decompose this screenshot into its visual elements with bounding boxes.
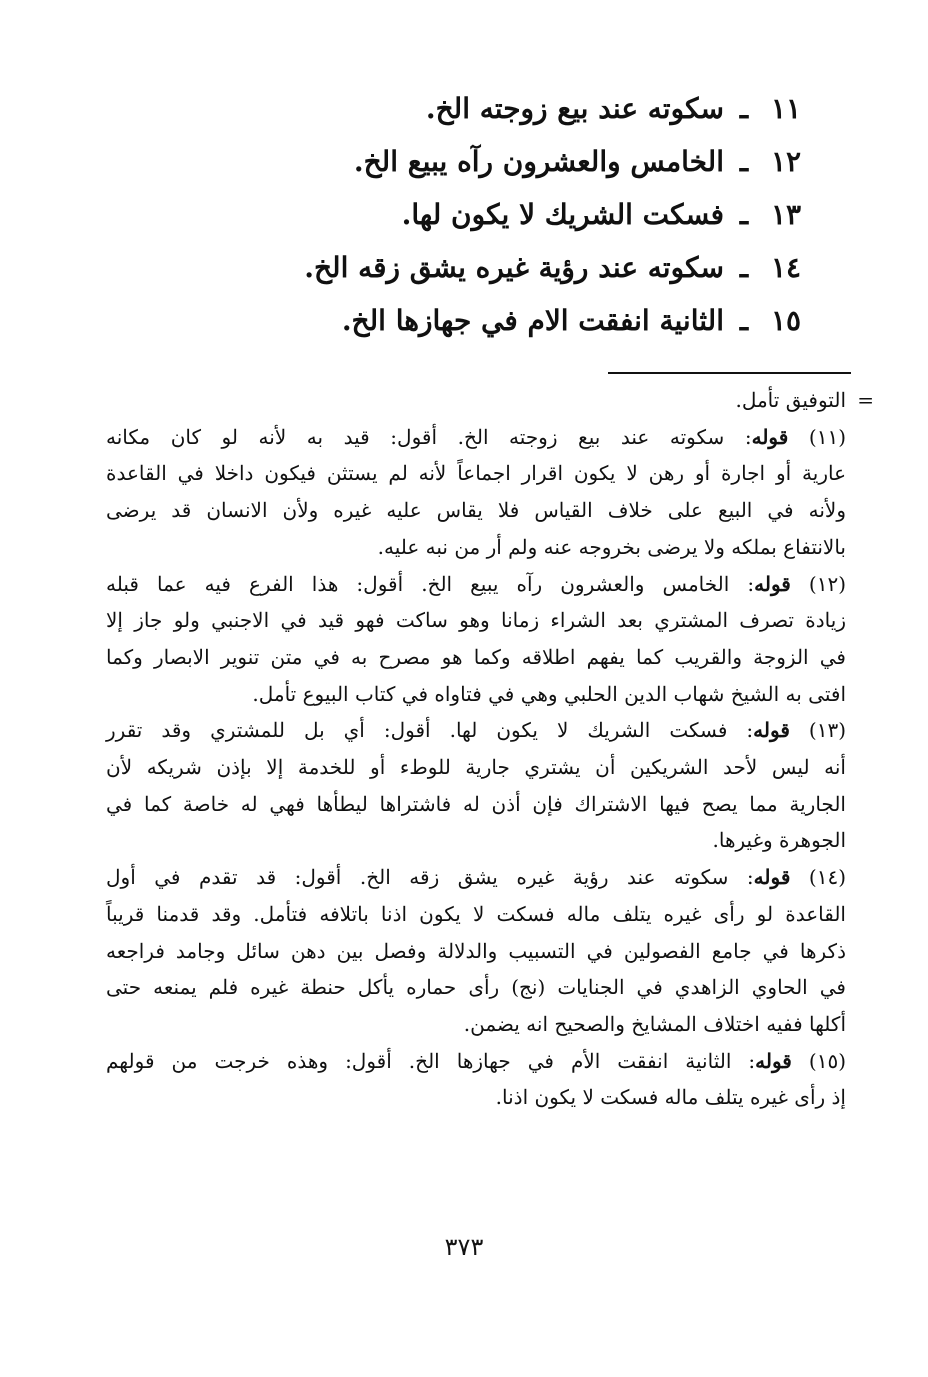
- footnote-line: [106, 419, 846, 456]
- footnote-line: [106, 1043, 846, 1080]
- line-dash: ـ: [739, 145, 749, 178]
- line-number: ١٣: [770, 198, 802, 231]
- line-number: ١٤: [770, 251, 802, 284]
- main-line: [208, 198, 808, 251]
- footnote-line: افتى به الشيخ شهاب الدين الحلبي وهي في فتاواه في كتاب البيوع تأمل.: [252, 681, 846, 706]
- footnote-text: : فسكت الشريك لا يكون لها. أقول: أي بل للمشتري وقد تقرر: [106, 718, 754, 743]
- footnote-line: في الحاوي الزاهدي في الجنايات (نج) رأى حماره يأكل حنطة غيره فلم يمنعه حتى: [106, 975, 846, 1000]
- main-line: [208, 92, 808, 145]
- line-number: ١١: [770, 92, 802, 125]
- continuation-line: [106, 382, 874, 419]
- footnote-keyword: قوله: [753, 865, 791, 890]
- main-line: [208, 304, 808, 357]
- footnote-line: إذ رأى غيره يتلف ماله فسكت لا يكون اذنا.: [495, 1085, 846, 1110]
- footnote-line: في الزوجة والقريب كما يفهم اطلاقه وكما هو مصرح به في متن تنوير الابصار وكما: [106, 644, 846, 669]
- line-text: الثانية انفقت الام في جهازها الخ.: [341, 304, 724, 337]
- footnote-text: : الثانية انفقت الأم في جهازها الخ. أقول: وهذه خرجت من قولهم: [106, 1048, 756, 1073]
- footnote-line: [106, 859, 846, 896]
- line-number: ١٢: [770, 145, 802, 178]
- footnote-line: عارية أو اجارة أو رهن لا يكون اقرار اجماعاً لأنه لم يستثن فيكون داخلا في القاعدة: [106, 461, 846, 486]
- line-dash: ـ: [739, 251, 749, 284]
- line-text: سكوته عند بيع زوجته الخ.: [425, 92, 724, 125]
- footnote: [106, 1043, 846, 1116]
- footnote-separator: [608, 372, 851, 374]
- footnote-number: (١٤): [808, 865, 847, 890]
- footnote-keyword: قوله: [755, 1048, 792, 1073]
- main-text-list: [208, 92, 808, 357]
- footnote-keyword: قوله: [754, 571, 791, 596]
- line-dash: ـ: [739, 92, 749, 125]
- footnote-keyword: قوله: [751, 424, 789, 449]
- footnote-line: القاعدة لو رأى غيره يتلف ماله فسكت لا يكون اذنا باتلافه فتأمل. وقد قدمنا قريباً: [106, 901, 846, 926]
- footnote-text: : سكوته عند رؤية غيره يشق زقه الخ. أقول: قد تقدم في أول: [106, 865, 754, 890]
- footnotes: [106, 382, 874, 1116]
- main-line: [208, 145, 808, 198]
- line-text: الخامس والعشرون رآه يبيع الخ.: [353, 145, 724, 178]
- line-dash: ـ: [739, 198, 749, 231]
- footnote-line: الجارية مما يصح فيها الاشتراك فإن أذن له فاشتراها ليطأها فهي له خاصة كما في: [106, 791, 846, 816]
- footnote-number: (١٢): [808, 571, 847, 596]
- footnote-line: زيادة تصرف المشتري بعد الشراء زمانا وهو ساكت فهو قيد في الاجنبي ولو جاز إلا: [106, 608, 846, 633]
- footnote: [106, 859, 846, 1043]
- footnote-line: أكلها ففيه اختلاف المشايخ والصحيح انه يضمن.: [463, 1011, 846, 1036]
- footnote-line: أنه ليس لأحد الشريكين أن يشتري جارية للوطء أو للخدمة إلا بإذن شريكه لأن: [106, 755, 846, 780]
- line-text: سكوته عند رؤية غيره يشق زقه الخ.: [304, 251, 724, 284]
- line-dash: ـ: [739, 304, 749, 337]
- footnote-text: : سكوته عند بيع زوجته الخ. أقول: قيد به لأنه لو كان مكانه: [106, 424, 752, 449]
- footnote-line: ذكرها في جامع الفصولين في التسبيب والدلالة وفصل بين دهن سائل وجامد فراجعه: [106, 938, 846, 963]
- footnote-number: (١١): [808, 424, 846, 449]
- footnote-number: (١٣): [808, 718, 847, 743]
- footnote: [106, 566, 846, 713]
- page-number: ٣٧٣: [444, 1233, 484, 1261]
- line-text: فسكت الشريك لا يكون لها.: [401, 198, 724, 231]
- continuation-text: التوفيق تأمل.: [735, 388, 846, 412]
- line-number: ١٥: [770, 304, 802, 337]
- continuation-mark: =: [857, 388, 874, 412]
- footnote-line: [106, 566, 846, 603]
- footnote: [106, 712, 846, 859]
- footnote-number: (١٥): [808, 1048, 846, 1073]
- footnote-line: ولأنه في البيع على خلاف القياس فلا يقاس عليه غيره ولأن الانسان قد يرضى: [106, 498, 846, 523]
- footnote-line: الجوهرة وغيرها.: [712, 828, 846, 853]
- footnote: [106, 419, 846, 566]
- footnote-keyword: قوله: [753, 718, 790, 743]
- footnote-line: بالانتفاع بملكه ولا يرضى بخروجه عنه ولم أر من نبه عليه.: [377, 534, 846, 559]
- footnote-line: [106, 712, 846, 749]
- main-line: [208, 251, 808, 304]
- footnote-text: : الخامس والعشرون رآه يبيع الخ. أقول: هذا الفرع فيه عما قبله: [106, 571, 755, 596]
